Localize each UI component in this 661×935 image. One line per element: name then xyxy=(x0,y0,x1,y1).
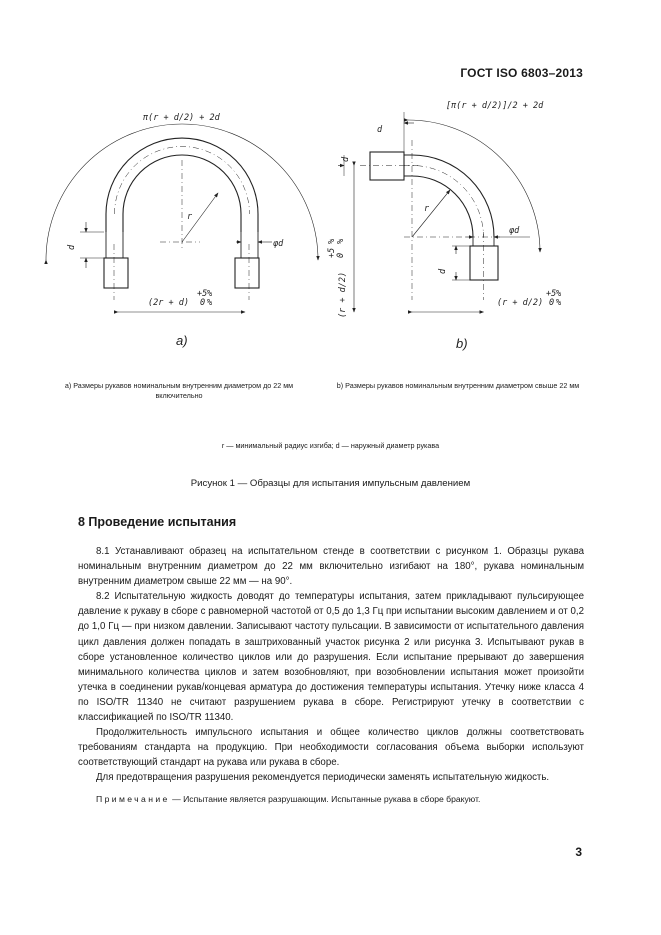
figure-b-tol-unit: % xyxy=(556,289,562,299)
figure-b-d-top-label: d xyxy=(377,125,383,135)
figure-a-d-label: d xyxy=(67,244,77,250)
figure-legend: r — минимальный радиус изгиба; d — наружный диаметр рукава xyxy=(221,441,440,450)
figure-a-r-label: r xyxy=(187,212,193,222)
figure-b-tol-zero: 0 xyxy=(549,298,555,308)
note-label: Примечание xyxy=(96,793,170,804)
figure-a-tol-zero: 0 xyxy=(200,298,206,308)
document-header: ГОСТ ISO 6803–2013 xyxy=(460,66,583,80)
figure-b-d-vert-label: d xyxy=(438,268,448,274)
figure-b-d-side-label: d xyxy=(341,156,351,162)
figure-title: Рисунок 1 — Образцы для испытания импульсным давлением xyxy=(190,478,471,489)
paragraph-duration: Продолжительность импульсного испытания и общее количество циклов должны соответствовать требованиям стандарта на продукцию. При необходимости согласования объема выборки используют соответствующий стандарт на рукава или рукава в сборе. xyxy=(78,727,584,769)
figure-b-tol-plus: +5 xyxy=(546,289,557,299)
figure-a-caption: a) Размеры рукавов номинальным внутренним диаметром до 22 мм включительно xyxy=(64,381,294,400)
figure-a-tol-unit-2: % xyxy=(207,298,213,308)
figure-a-drawing xyxy=(46,124,318,312)
figure-b-vtol-plus: +5 xyxy=(327,247,337,258)
figure-b-tol-unit-2: % xyxy=(556,298,562,308)
section-heading: 8 Проведение испытания xyxy=(78,515,237,529)
figure-b-phid-label: φd xyxy=(509,226,520,236)
figure-b-vertical-label: (r + d/2) xyxy=(338,271,348,318)
figure-b-sublabel: b) xyxy=(456,336,468,351)
paragraph-8-2: 8.2 Испытательную жидкость доводят до температуры испытания, затем прикладывают пульсирующее давление к рукаву в сборе с равномерной частотой от 0,5 до 1,3 Гц при испытании высоким давлением и от 0,2 до 1,0 Гц — при низком давлении. Записывают частоту пульсации. В зависимости от испытательного давления цикл давления должен попадать в заштрихованный участок рисунка 2 или рисунка 3. Испытывают рукав в сборе установленное количество циклов или до разрушения. Если испытание прерывают до завершения минимального количества циклов и затем возобновляют, при возобновлении испытания может произойти утечка в соединении рукав/концевая арматура до достижения температуры испытания. Утечку ниже класса 4 по ISO/TR 11340 не считают разрушением рукава в сборе. Регистрируют утечку в соответствии с классификацией по ISO/TR 11340. xyxy=(78,591,584,724)
page-number: 3 xyxy=(575,845,582,859)
figure-a-arc-label: π(r + d/2) + 2d xyxy=(143,113,220,123)
figure-a-tol-plus: +5 xyxy=(197,289,208,299)
figure-b-vtol-zero: 0 xyxy=(336,252,346,258)
note-text: — Испытание является разрушающим. Испытанные рукава в сборе бракуют. xyxy=(169,793,481,804)
paragraph-replacement: Для предотвращения разрушения рекомендуется периодически заменять испытательную жидкость. xyxy=(96,772,550,784)
figure-b-drawing xyxy=(338,112,540,312)
figure-a-base-label: (2r + d) xyxy=(148,298,189,308)
figure-b-caption: b) Размеры рукавов номинальным внутренним диаметром свыше 22 мм xyxy=(336,381,580,390)
figure-a-tol-unit: % xyxy=(207,289,213,299)
note xyxy=(78,792,584,807)
paragraph-8-1: 8.1 Устанавливают образец на испытательном стенде в соответствии с рисунком 1. Образцы рукава номинальным внутренним диаметром до 22 мм включительно изгибают на 180°, рукава номинальным внутренним диаметром свыше 22 мм — на 90°. xyxy=(78,546,584,588)
section-body xyxy=(78,544,584,807)
figure-b-vtol-unit: % xyxy=(327,238,337,244)
figure-a-phid-label: φd xyxy=(273,239,284,249)
figure-drawings xyxy=(0,0,661,420)
figure-b-base-label: (r + d/2) xyxy=(497,298,544,308)
figure-b-r-label: r xyxy=(424,204,430,214)
figure-b-vtol-unit-2: % xyxy=(336,238,346,244)
figure-b-arc-label: [π(r + d/2)]/2 + 2d xyxy=(446,101,544,111)
figure-a-sublabel: a) xyxy=(176,333,188,348)
